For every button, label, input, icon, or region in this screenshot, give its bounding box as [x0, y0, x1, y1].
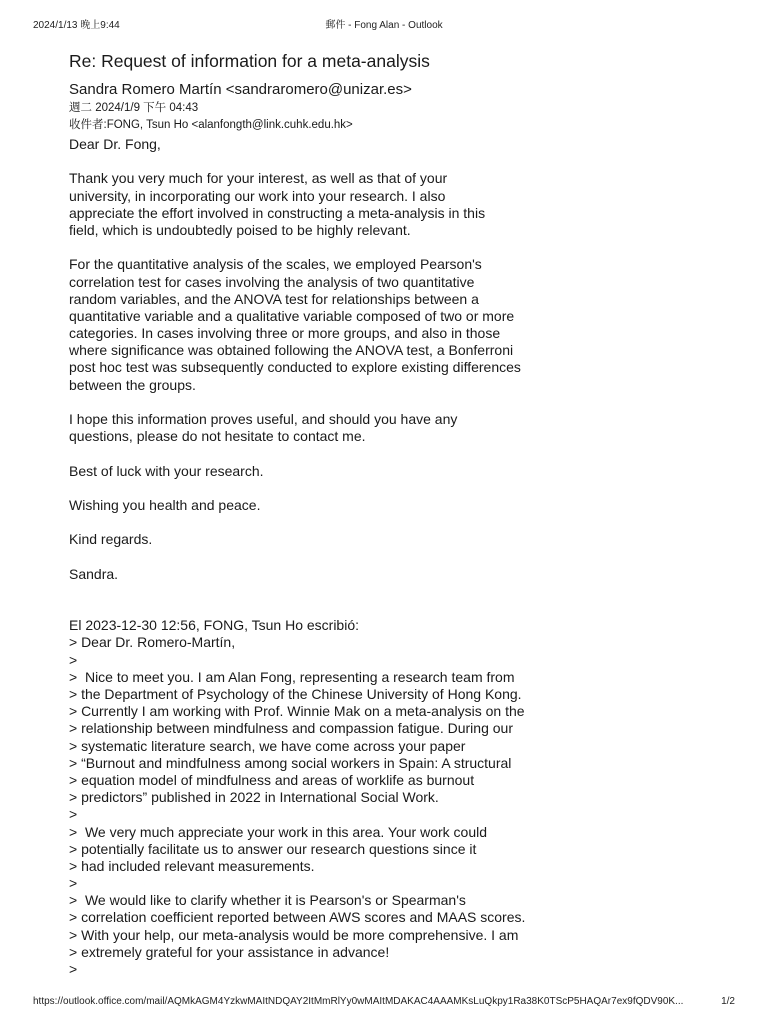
email-body-line: where significance was obtained following the ANOVA test, a Bonferroni — [69, 342, 514, 359]
email-body-line: > equation model of mindfulness and areas of worklife as burnout — [69, 771, 475, 788]
email-body-line — [69, 480, 669, 497]
email-body-line: Kind regards. — [69, 531, 153, 548]
email-sender: Sandra Romero Martín <sandraromero@unizar.es> — [69, 81, 412, 98]
email-body-line: > — [69, 651, 78, 668]
page-number: 1/2 — [721, 996, 735, 1007]
email-body-line: > predictors” published in 2022 in International Social Work. — [69, 789, 439, 806]
email-body-line — [69, 549, 669, 566]
email-body-line: > Nice to meet you. I am Alan Fong, representing a research team from — [69, 668, 515, 685]
email-body-line — [69, 583, 669, 600]
print-header — [0, 16, 768, 30]
email-body-line: correlation test for cases involving the analysis of two quantitative — [69, 273, 475, 290]
email-body-line: > Currently I am working with Prof. Winnie Mak on a meta-analysis on the — [69, 703, 525, 720]
email-body-line: I hope this information proves useful, and should you have any — [69, 411, 458, 427]
email-recipient: 收件者:FONG, Tsun Ho <alanfongth@link.cuhk.edu.hk> — [69, 119, 353, 131]
email-body-line: > — [69, 961, 78, 977]
email-body-line: > We very much appreciate your work in this area. Your work could — [69, 823, 487, 840]
email-body-line: El 2023-12-30 12:56, FONG, Tsun Ho escribió: — [69, 617, 360, 634]
email-subject: Re: Request of information for a meta-analysis — [69, 51, 430, 71]
email-body-line: > correlation coefficient reported between AWS scores and MAAS scores. — [69, 909, 526, 926]
email-body-line: Dear Dr. Fong, — [69, 136, 161, 152]
email-message — [69, 50, 669, 978]
email-body-line: > systematic literature search, we have come across your paper — [69, 737, 466, 754]
email-body-line: post hoc test was subsequently conducted to explore existing differences — [69, 359, 521, 376]
email-body-line — [69, 239, 669, 256]
window-title: 郵件 - Fong Alan - Outlook — [325, 20, 443, 31]
print-footer — [0, 996, 768, 1010]
page-url: https://outlook.office.com/mail/AQMkAGM4YzkwMAItNDQAY2ItMmRlYy0wMAItMDAKAC4AAAMKsLuQkpy1Ra38K0TScP5HAQAr7ex9fQDV90K... — [33, 996, 684, 1007]
email-body — [69, 136, 669, 978]
email-body-line: > had included relevant measurements. — [69, 857, 315, 874]
email-body-line — [69, 600, 669, 617]
email-body-line: > relationship between mindfulness and compassion fatigue. During our — [69, 720, 513, 737]
email-body-line: field, which is undoubtedly poised to be highly relevant. — [69, 221, 411, 238]
email-body-line: > We would like to clarify whether it is Pearson's or Spearman's — [69, 892, 466, 909]
email-body-line: quantitative variable and a qualitative variable composed of two or more — [69, 307, 515, 324]
email-body-line: > potentially facilitate us to answer our research questions since it — [69, 840, 477, 857]
email-body-line: > — [69, 806, 78, 823]
email-body-line: For the quantitative analysis of the scales, we employed Pearson's — [69, 256, 482, 273]
email-body-line: questions, please do not hesitate to contact me. — [69, 428, 366, 445]
email-body-line: Thank you very much for your interest, as well as that of your — [69, 170, 448, 187]
print-datetime: 2024/1/13 晚上9:44 — [33, 20, 120, 31]
email-body-line: > “Burnout and mindfulness among social workers in Spain: A structural — [69, 754, 512, 771]
email-body-line: random variables, and the ANOVA test for relationships between a — [69, 290, 479, 307]
email-body-line: university, in incorporating our work into your research. I also — [69, 187, 446, 204]
email-body-line: > Dear Dr. Romero-Martín, — [69, 634, 236, 651]
email-body-line — [69, 445, 669, 462]
email-body-line — [69, 153, 669, 170]
email-body-line: appreciate the effort involved in constructing a meta-analysis in this — [69, 204, 486, 221]
email-sent-date: 週二 2024/1/9 下午 04:43 — [69, 102, 199, 114]
email-body-line: Sandra. — [69, 565, 119, 582]
email-body-line: > — [69, 875, 78, 892]
email-body-line: Best of luck with your research. — [69, 462, 264, 479]
email-body-line: Wishing you health and peace. — [69, 496, 261, 513]
email-body-line — [69, 514, 669, 531]
email-body-line: between the groups. — [69, 376, 196, 393]
email-body-line: > the Department of Psychology of the Chinese University of Hong Kong. — [69, 686, 522, 702]
email-body-line — [69, 394, 669, 411]
email-body-line: categories. In cases involving three or more groups, and also in those — [69, 325, 501, 342]
email-body-line: > With your help, our meta-analysis would be more comprehensive. I am — [69, 926, 519, 943]
email-body-line: > extremely grateful for your assistance in advance! — [69, 943, 390, 960]
